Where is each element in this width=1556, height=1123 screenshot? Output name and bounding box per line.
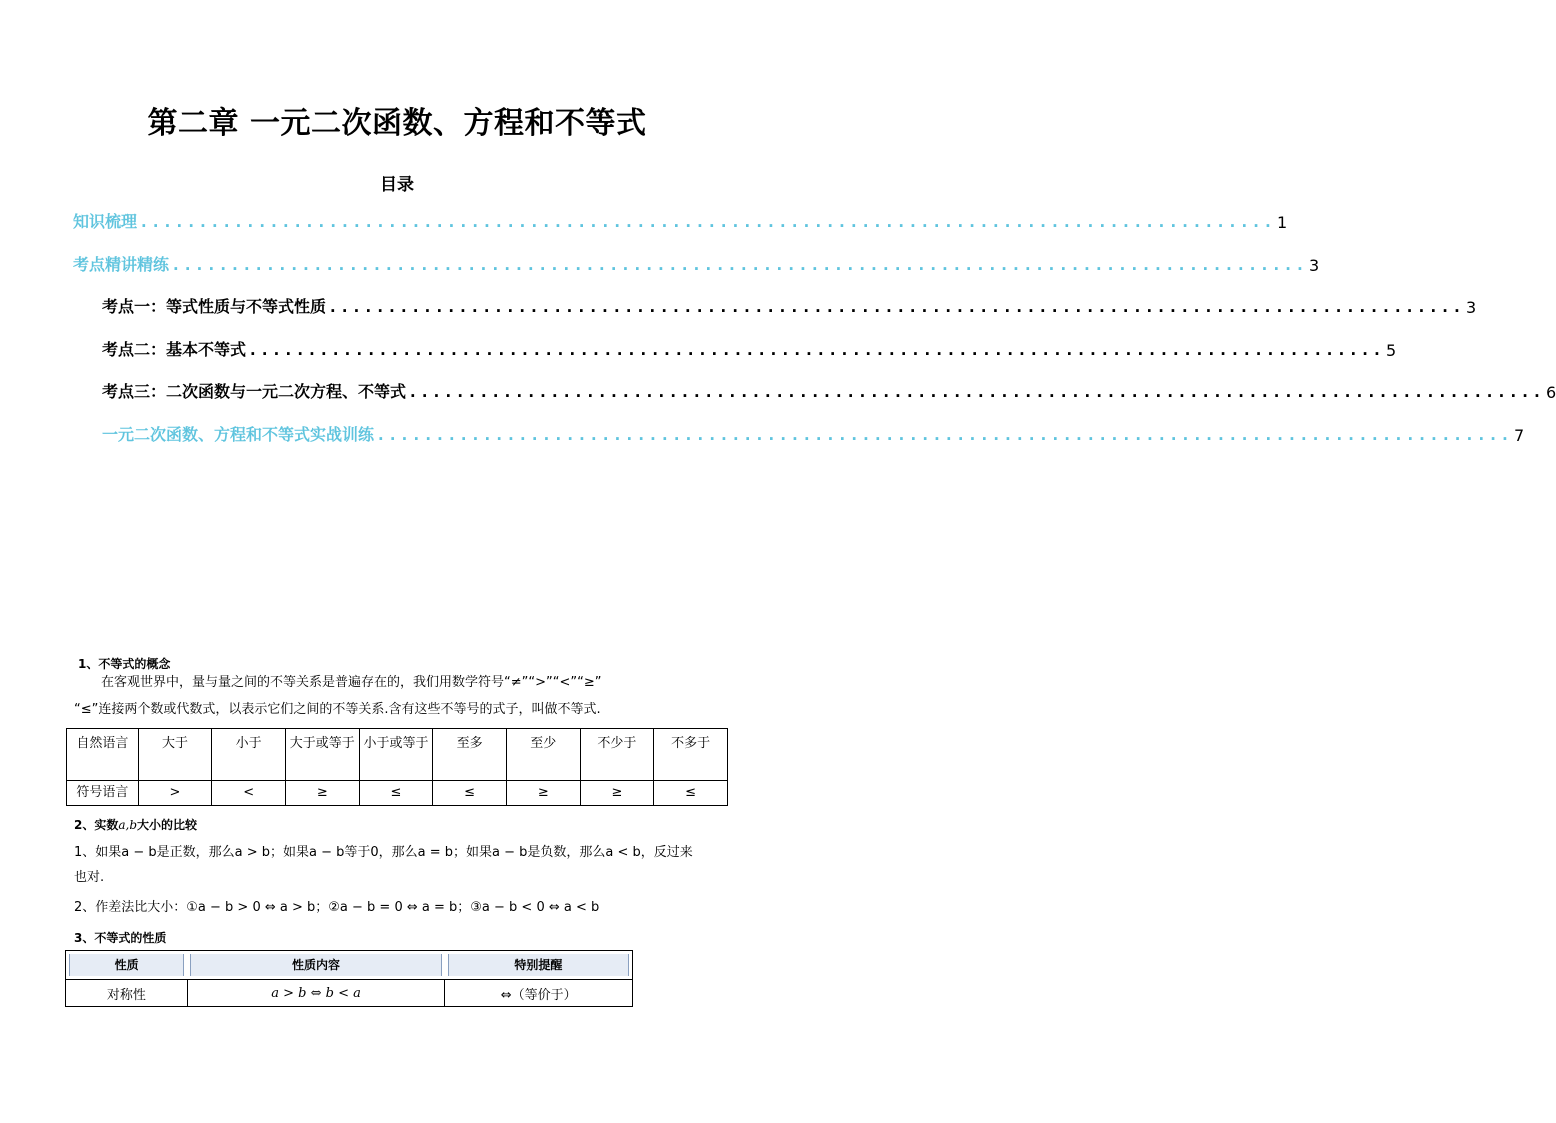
table-cell: 符号语言 [67, 781, 139, 806]
toc-page-number: 6 [1545, 383, 1556, 402]
toc-item-point-2[interactable] [102, 336, 1397, 360]
table-cell: ≥ [580, 781, 654, 806]
table-cell: 大于 [138, 729, 212, 781]
section-2-heading-pre: 2、实数 [74, 818, 119, 832]
section-1-heading: 1、不等式的概念 [78, 657, 171, 671]
toc-item-label: 考点一：等式性质与不等式性质 [102, 297, 327, 316]
toc-page-number: 3 [1308, 256, 1320, 275]
section-2-heading [74, 816, 197, 833]
toc-item-point-3[interactable] [102, 378, 1556, 402]
section-2-line-1b: 也对. [74, 870, 105, 885]
toc-item-label: 知识梳理 [73, 212, 138, 231]
toc-leader-dots: ................................................................................................ [408, 382, 1544, 401]
section-3-heading: 3、不等式的性质 [74, 931, 167, 945]
table-row [66, 980, 633, 1007]
section-1-para-line-2: “≤”连接两个数或代数式，以表示它们之间的不等关系.含有这些不等号的式子，叫做不等式. [74, 702, 601, 717]
table-cell: 大于或等于 [285, 729, 359, 781]
toc-leader-dots: ................................................................................................ [139, 212, 1275, 231]
toc-leader-dots: ................................................................................................ [328, 297, 1464, 316]
table-cell: 不少于 [580, 729, 654, 781]
section-1-para-line-1: 在客观世界中，量与量之间的不等关系是普遍存在的，我们用数学符号“≠”“>”“<”“≥” [101, 675, 602, 690]
table-cell: ≤ [654, 781, 728, 806]
table-cell: 小于或等于 [359, 729, 433, 781]
toc-item-key-points[interactable] [73, 251, 1320, 275]
toc-item-knowledge[interactable] [73, 208, 1288, 232]
table-cell: ≤ [433, 781, 507, 806]
table-cell: 自然语言 [67, 729, 139, 781]
toc-item-point-1[interactable] [102, 293, 1477, 317]
table-cell: > [138, 781, 212, 806]
table-row [67, 729, 728, 781]
table-header-cell: 特别提醒 [448, 954, 629, 976]
table-header-cell: 性质内容 [190, 954, 442, 976]
toc-item-label: 考点三：二次函数与一元二次方程、不等式 [102, 382, 407, 401]
table-header-cell: 性质 [69, 954, 184, 976]
toc-page-number: 7 [1513, 426, 1525, 445]
toc-leader-dots: ................................................................................................ [248, 340, 1384, 359]
toc-item-label: 考点精讲精练 [73, 255, 170, 274]
symbol-language-table [66, 728, 728, 806]
toc-item-practice[interactable] [102, 421, 1525, 445]
table-header-row [66, 951, 633, 980]
toc-page-number: 3 [1465, 298, 1477, 317]
table-cell: a > b ⇔ b < a [187, 980, 445, 1007]
toc-page-number: 5 [1385, 341, 1397, 360]
section-2-heading-post: 大小的比较 [137, 818, 198, 832]
section-2-heading-var: a,b [118, 818, 138, 832]
table-cell: < [212, 781, 286, 806]
table-cell: ≥ [506, 781, 580, 806]
toc-leader-dots: ................................................................................................ [171, 255, 1307, 274]
toc-page-number: 1 [1276, 213, 1288, 232]
toc-heading: 目录 [380, 175, 414, 195]
toc-item-label: 考点二：基本不等式 [102, 340, 247, 359]
page-title: 第二章 一元二次函数、方程和不等式 [147, 106, 647, 141]
table-cell: 不多于 [654, 729, 728, 781]
section-2-line-1: 1、如果a − b是正数，那么a > b；如果a − b等于0，那么a = b；如果a − b是负数，那么a < b，反过来 [74, 845, 693, 860]
table-cell: 对称性 [66, 980, 188, 1007]
table-cell: 至少 [506, 729, 580, 781]
section-2-line-2: 2、作差法比大小：①a − b > 0 ⇔ a > b；②a − b = 0 ⇔ a = b；③a − b < 0 ⇔ a < b [74, 900, 600, 915]
toc-leader-dots: ................................................................................................ [376, 425, 1512, 444]
table-cell: 至多 [433, 729, 507, 781]
table-row [67, 781, 728, 806]
table-cell: ⇔（等价于） [445, 980, 633, 1007]
table-cell: 小于 [212, 729, 286, 781]
table-cell: ≥ [285, 781, 359, 806]
inequality-properties-table [65, 950, 633, 1007]
toc-item-label: 一元二次函数、方程和不等式实战训练 [102, 425, 375, 444]
table-cell: ≤ [359, 781, 433, 806]
